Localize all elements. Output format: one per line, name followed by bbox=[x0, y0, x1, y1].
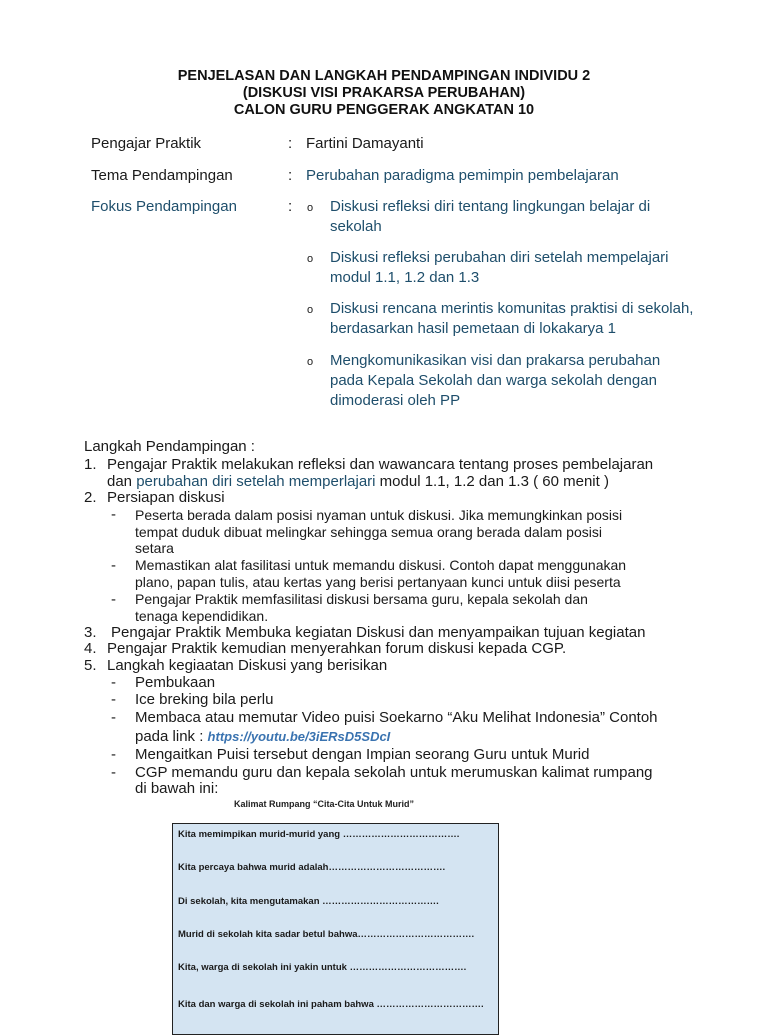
colon: : bbox=[288, 135, 293, 152]
fokus-item: Diskusi refleksi perubahan diri setelah mempelajari bbox=[330, 249, 669, 266]
rumpang-line: Murid di sekolah kita sadar betul bahwa………………………………. bbox=[178, 929, 475, 940]
step-number: 3. bbox=[84, 624, 97, 641]
fokus-item: Mengkomunikasikan visi dan prakarsa perubahan bbox=[330, 352, 661, 369]
step-number: 1. bbox=[84, 456, 97, 473]
rumpang-line: Kita dan warga di sekolah ini paham bahwa ……………………………. bbox=[178, 999, 484, 1010]
bullet-icon: o bbox=[307, 356, 314, 368]
rumpang-line: Kita memimpikan murid-murid yang ………………………………. bbox=[178, 829, 460, 840]
rumpang-line: Kita percaya bahwa murid adalah………………………………. bbox=[178, 862, 446, 873]
tema-value: Perubahan paradigma pemimpin pembelajaran bbox=[306, 167, 619, 184]
dash-icon: - bbox=[111, 591, 116, 608]
fokus-item: pada Kepala Sekolah dan warga sekolah dengan bbox=[330, 372, 657, 389]
step-4: Pengajar Praktik kemudian menyerahkan forum diskusi kepada CGP. bbox=[107, 640, 567, 657]
step-number: 4. bbox=[84, 640, 97, 657]
step-2-sub: tempat duduk dibuat melingkar sehingga semua orang berada dalam posisi bbox=[135, 524, 602, 540]
title-line-1: PENJELASAN DAN LANGKAH PENDAMPINGAN INDIVIDU 2 bbox=[177, 68, 591, 84]
step-5-sub bbox=[135, 728, 390, 745]
dash-icon: - bbox=[111, 764, 116, 781]
dash-icon: - bbox=[111, 506, 116, 523]
fokus-item: Diskusi rencana merintis komunitas praktisi di sekolah, bbox=[330, 300, 694, 317]
rumpang-caption: Kalimat Rumpang “Cita-Cita Untuk Murid” bbox=[234, 799, 415, 809]
dash-icon: - bbox=[111, 709, 116, 726]
step-1-text: dan bbox=[107, 473, 137, 490]
rumpang-line: Kita, warga di sekolah ini yakin untuk ………………………………. bbox=[178, 962, 467, 973]
dash-icon: - bbox=[111, 746, 116, 763]
bullet-icon: o bbox=[307, 202, 314, 214]
bullet-icon: o bbox=[307, 304, 314, 316]
step-number: 2. bbox=[84, 489, 97, 506]
step-2-sub: Memastikan alat fasilitasi untuk memandu diskusi. Contoh dapat menggunakan bbox=[135, 557, 627, 573]
title-line-3: CALON GURU PENGGERAK ANGKATAN 10 bbox=[233, 102, 535, 118]
step-number: 5. bbox=[84, 657, 97, 674]
colon: : bbox=[288, 198, 293, 215]
step-2-sub: tenaga kependidikan. bbox=[135, 608, 269, 624]
pengajar-value: Fartini Damayanti bbox=[306, 135, 424, 152]
step-1-line-1: Pengajar Praktik melakukan refleksi dan wawancara tentang proses pembelajaran bbox=[107, 456, 654, 473]
langkah-heading: Langkah Pendampingan : bbox=[84, 438, 255, 455]
step-2: Persiapan diskusi bbox=[107, 489, 225, 506]
fokus-item: Diskusi refleksi diri tentang lingkungan belajar di bbox=[330, 198, 651, 215]
youtube-link[interactable]: https://youtu.be/3iERsD5SDcI bbox=[207, 729, 391, 744]
step-1-line-2 bbox=[107, 473, 609, 490]
step-5: Langkah kegiaatan Diskusi yang berisikan bbox=[107, 657, 388, 674]
step-1-highlight: perubahan diri setelah memperlajari bbox=[136, 473, 376, 490]
step-5-sub: Pembukaan bbox=[135, 674, 216, 691]
title-line-2: (DISKUSI VISI PRAKARSA PERUBAHAN) bbox=[242, 85, 526, 101]
step-3: Pengajar Praktik Membuka kegiatan Diskusi dan menyampaikan tujuan kegiatan bbox=[111, 624, 646, 641]
step-2-sub: setara bbox=[135, 540, 174, 556]
step-5-sub: CGP memandu guru dan kepala sekolah untuk merumuskan kalimat rumpang bbox=[135, 764, 653, 781]
step-5-sub: di bawah ini: bbox=[135, 780, 219, 797]
step-5-sub: Membaca atau memutar Video puisi Soekarno “Aku Melihat Indonesia” Contoh bbox=[135, 709, 658, 726]
step-1-text: modul 1.1, 1.2 dan 1.3 ( 60 menit ) bbox=[375, 473, 609, 490]
fokus-item: sekolah bbox=[330, 218, 382, 235]
fokus-item: modul 1.1, 1.2 dan 1.3 bbox=[330, 269, 480, 286]
fokus-item: berdasarkan hasil pemetaan di lokakarya 1 bbox=[330, 320, 617, 337]
colon: : bbox=[288, 167, 293, 184]
dash-icon: - bbox=[111, 557, 116, 574]
fokus-label: Fokus Pendampingan bbox=[91, 198, 237, 215]
step-5-sub: Mengaitkan Puisi tersebut dengan Impian seorang Guru untuk Murid bbox=[135, 746, 590, 763]
step-2-sub: Peserta berada dalam posisi nyaman untuk diskusi. Jika memungkinkan posisi bbox=[135, 507, 623, 523]
bullet-icon: o bbox=[307, 253, 314, 265]
pengajar-label: Pengajar Praktik bbox=[91, 135, 202, 152]
dash-icon: - bbox=[111, 674, 116, 691]
dash-icon: - bbox=[111, 691, 116, 708]
tema-label: Tema Pendampingan bbox=[91, 167, 233, 184]
step-2-sub: Pengajar Praktik memfasilitasi diskusi bersama guru, kepala sekolah dan bbox=[135, 591, 588, 607]
step-2-sub: plano, papan tulis, atau kertas yang berisi pertanyaan kunci untuk diisi peserta bbox=[135, 574, 621, 590]
fokus-item: dimoderasi oleh PP bbox=[330, 392, 461, 409]
rumpang-line: Di sekolah, kita mengutamakan ………………………………. bbox=[178, 896, 439, 907]
step-5-text: pada link : bbox=[135, 728, 208, 745]
step-5-sub: Ice breking bila perlu bbox=[135, 691, 274, 708]
